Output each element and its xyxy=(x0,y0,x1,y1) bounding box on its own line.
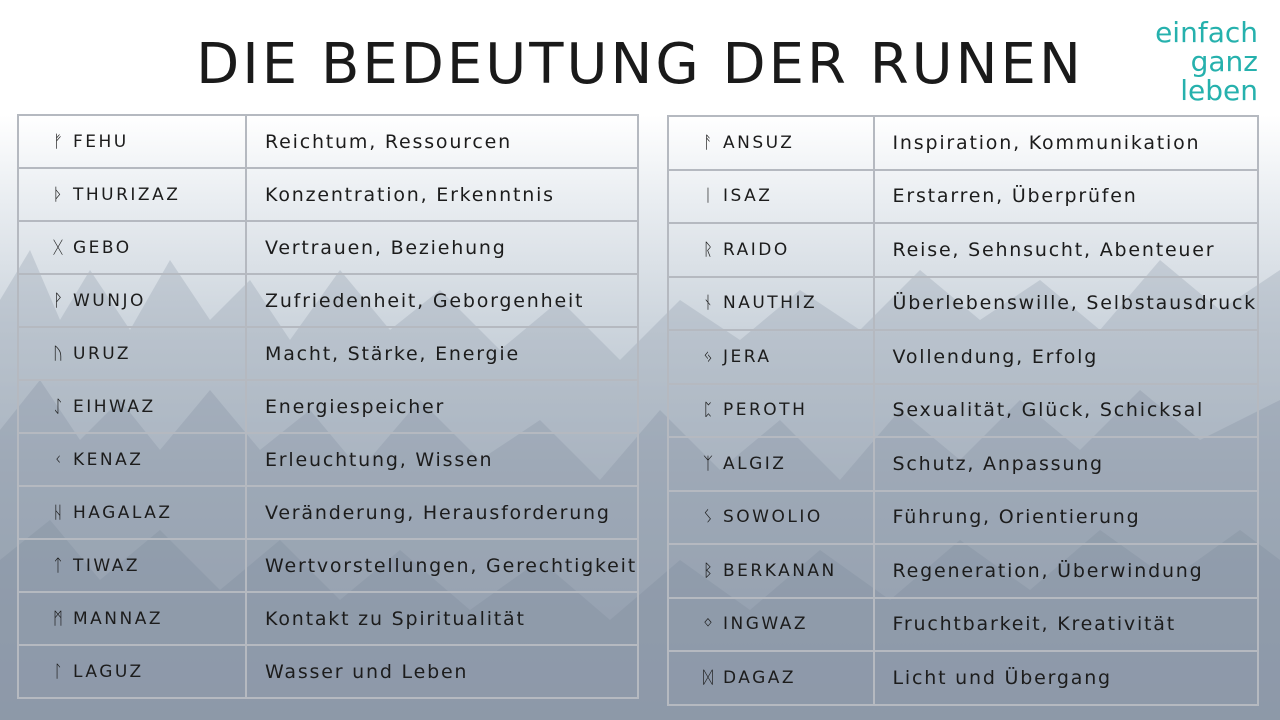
rune-row xyxy=(18,433,638,486)
rune-name-cell xyxy=(668,170,874,224)
rune-name-cell xyxy=(668,116,874,170)
rune-row xyxy=(668,651,1258,705)
rune-row xyxy=(668,277,1258,331)
rune-meaning: Sexualität, Glück, Schicksal xyxy=(874,384,1258,438)
rune-meaning: Kontakt zu Spiritualität xyxy=(246,592,638,645)
rune-name: GEBO xyxy=(73,237,132,258)
rune-meaning: Vollendung, Erfolg xyxy=(874,330,1258,384)
rune-name: NAUTHIZ xyxy=(723,293,818,314)
rune-name: PEROTH xyxy=(723,400,808,421)
rune-meaning: Schutz, Anpassung xyxy=(874,437,1258,491)
rune-name-cell xyxy=(668,437,874,491)
rune-meaning: Reichtum, Ressourcen xyxy=(246,115,638,168)
rune-name-cell xyxy=(18,327,246,380)
rune-symbol: ᛗ xyxy=(52,608,64,629)
rune-name-cell xyxy=(668,330,874,384)
rune-name-cell xyxy=(668,491,874,545)
rune-name-cell xyxy=(668,277,874,331)
rune-name: BERKANAN xyxy=(723,560,837,581)
rune-name: URUZ xyxy=(73,343,132,364)
rune-row xyxy=(18,274,638,327)
rune-row xyxy=(668,437,1258,491)
rune-name-cell xyxy=(18,433,246,486)
rune-name: ALGIZ xyxy=(723,453,787,474)
rune-row xyxy=(668,544,1258,598)
rune-row xyxy=(668,384,1258,438)
rune-name: EIHWAZ xyxy=(73,396,156,417)
rune-name-cell xyxy=(18,380,246,433)
rune-meaning: Zufriedenheit, Geborgenheit xyxy=(246,274,638,327)
rune-name: RAIDO xyxy=(723,239,790,260)
rune-row xyxy=(668,491,1258,545)
rune-name: KENAZ xyxy=(73,449,144,470)
rune-name-cell xyxy=(668,384,874,438)
rune-name: WUNJO xyxy=(73,290,146,311)
rune-row xyxy=(668,170,1258,224)
rune-name: ANSUZ xyxy=(723,132,795,153)
rune-row xyxy=(18,645,638,698)
rune-name-cell xyxy=(18,486,246,539)
rune-name: FEHU xyxy=(73,131,129,152)
rune-name: THURIZAZ xyxy=(73,184,181,205)
rune-symbol: ᛉ xyxy=(702,453,714,474)
rune-symbol: ᚦ xyxy=(52,184,64,205)
rune-meaning: Inspiration, Kommunikation xyxy=(874,116,1258,170)
rune-name-cell xyxy=(18,645,246,698)
rune-name: INGWAZ xyxy=(723,614,809,635)
rune-row xyxy=(18,539,638,592)
rune-name: JERA xyxy=(723,346,772,367)
rune-name-cell xyxy=(668,598,874,652)
rune-name-cell xyxy=(18,168,246,221)
rune-meaning: Erstarren, Überprüfen xyxy=(874,170,1258,224)
rune-name: MANNAZ xyxy=(73,608,164,629)
brand-logo xyxy=(1128,18,1258,105)
rune-symbol: ᛏ xyxy=(52,555,64,576)
rune-name-cell xyxy=(18,115,246,168)
rune-row xyxy=(18,221,638,274)
rune-symbol: ᚹ xyxy=(52,290,64,311)
rune-meaning: Regeneration, Überwindung xyxy=(874,544,1258,598)
rune-symbol: ᛃ xyxy=(702,346,714,367)
rune-meaning: Konzentration, Erkenntnis xyxy=(246,168,638,221)
rune-symbol: ᚠ xyxy=(52,131,64,152)
logo-line-2: ganz xyxy=(1190,45,1258,78)
rune-name: LAGUZ xyxy=(73,661,144,682)
page-title: DIE BEDEUTUNG DER RUNEN xyxy=(196,32,1084,97)
rune-table-right xyxy=(667,115,1259,706)
rune-name-cell xyxy=(18,539,246,592)
rune-name-cell xyxy=(668,544,874,598)
rune-meaning: Überlebenswille, Selbstausdruck xyxy=(874,277,1258,331)
rune-symbol: ᚢ xyxy=(52,343,64,364)
rune-symbol: ᛁ xyxy=(702,186,714,207)
rune-meaning: Fruchtbarkeit, Kreativität xyxy=(874,598,1258,652)
rune-symbol: ᚾ xyxy=(702,293,714,314)
rune-meaning: Energiespeicher xyxy=(246,380,638,433)
rune-meaning: Wasser und Leben xyxy=(246,645,638,698)
rune-meaning: Erleuchtung, Wissen xyxy=(246,433,638,486)
rune-row xyxy=(18,168,638,221)
rune-meaning: Führung, Orientierung xyxy=(874,491,1258,545)
rune-meaning: Licht und Übergang xyxy=(874,651,1258,705)
rune-name-cell xyxy=(18,274,246,327)
rune-name-cell xyxy=(18,221,246,274)
rune-symbol: ᛊ xyxy=(702,507,714,528)
rune-symbol: ᚨ xyxy=(702,132,714,153)
logo-line-1: einfach xyxy=(1155,16,1258,49)
rune-name: SOWOLIO xyxy=(723,507,823,528)
rune-meaning: Vertrauen, Beziehung xyxy=(246,221,638,274)
rune-meaning: Macht, Stärke, Energie xyxy=(246,327,638,380)
rune-name: ISAZ xyxy=(723,186,773,207)
rune-meaning: Reise, Sehnsucht, Abenteuer xyxy=(874,223,1258,277)
rune-row xyxy=(668,598,1258,652)
rune-symbol: ᚱ xyxy=(702,239,714,260)
rune-symbol: ᛒ xyxy=(702,560,714,581)
rune-row xyxy=(18,115,638,168)
rune-name: TIWAZ xyxy=(73,555,141,576)
rune-name: HAGALAZ xyxy=(73,502,173,523)
rune-name-cell xyxy=(18,592,246,645)
rune-table-left xyxy=(17,114,639,699)
rune-row xyxy=(18,380,638,433)
rune-symbol: ᛜ xyxy=(702,614,714,635)
rune-row xyxy=(668,330,1258,384)
rune-name-cell xyxy=(668,223,874,277)
rune-symbol: ᛈ xyxy=(702,400,714,421)
rune-symbol: ᚷ xyxy=(52,237,64,258)
rune-symbol: ᛚ xyxy=(52,661,64,682)
rune-row xyxy=(668,116,1258,170)
rune-meaning: Veränderung, Herausforderung xyxy=(246,486,638,539)
rune-symbol: ᚲ xyxy=(52,449,64,470)
rune-row xyxy=(668,223,1258,277)
rune-name-cell xyxy=(668,651,874,705)
logo-line-3: leben xyxy=(1180,74,1258,107)
rune-row xyxy=(18,486,638,539)
rune-symbol: ᚺ xyxy=(52,502,64,523)
rune-meaning: Wertvorstellungen, Gerechtigkeit xyxy=(246,539,638,592)
rune-row xyxy=(18,592,638,645)
rune-name: DAGAZ xyxy=(723,667,797,688)
rune-row xyxy=(18,327,638,380)
rune-symbol: ᛞ xyxy=(702,667,714,688)
rune-symbol: ᛇ xyxy=(52,396,64,417)
